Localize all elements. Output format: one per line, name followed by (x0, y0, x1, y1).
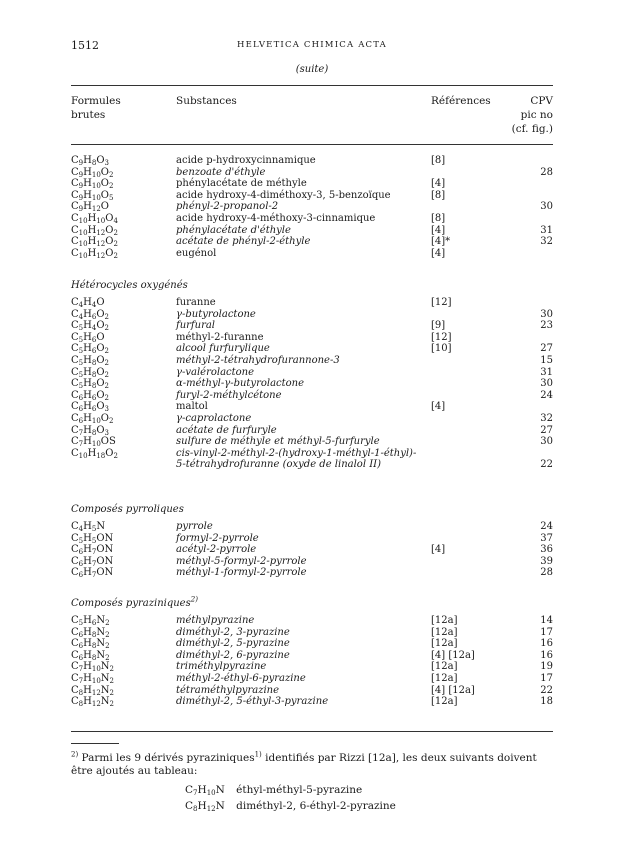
reference-cell: [9] (431, 320, 446, 332)
table-row (0, 533, 624, 545)
table-row (0, 367, 624, 379)
substance-cell: α-méthyl-γ-butyrolactone (176, 378, 305, 390)
cpv-peak-cell: 24 (540, 521, 553, 532)
substance-cell: acide p-hydroxycinnamique (176, 155, 316, 166)
table-row (0, 413, 624, 425)
footnote (71, 752, 555, 778)
cpv-peak-cell: 27 (540, 424, 553, 436)
journal-title: HELVETICA CHIMICA ACTA (236, 40, 388, 50)
formula-cell: $C_8H_{12}N_2$ (71, 684, 114, 697)
reference-cell: [4] [12a] (431, 684, 475, 696)
page-number: 1512 (71, 39, 99, 52)
header-substance: Substances (176, 95, 237, 107)
cpv-peak-cell: 24 (540, 389, 553, 401)
cpv-peak-cell: 32 (540, 413, 553, 424)
substance-cell: maltol (176, 401, 208, 413)
substance-cell: benzoate d'éthyle (176, 166, 266, 178)
reference-cell: [12a] (431, 615, 458, 626)
substance-cell: alcool furfurylique (176, 343, 270, 355)
formula-cell: $C_7H_8O_3$ (71, 424, 109, 437)
formula-cell: $C_9H_{12}O$ (71, 201, 109, 214)
formula-cell: $C_5H_8O_2$ (71, 355, 109, 367)
substance-cell: γ-butyrolactone (176, 308, 256, 320)
substance-cell: furanne (176, 297, 216, 308)
cpv-peak-cell: 17 (540, 626, 553, 638)
table-row (0, 627, 624, 639)
header-bottom-rule (71, 144, 553, 145)
reference-cell: [4] (431, 401, 446, 413)
substance-cell: γ-caprolactone (176, 413, 252, 424)
cpv-peak-cell: 28 (540, 567, 553, 579)
substance-cell: γ-valérolactone (176, 366, 255, 378)
reference-cell: [4] (431, 247, 446, 259)
table-row (0, 390, 624, 402)
table-row (0, 556, 624, 568)
substance-cell: diméthyl-2, 5-éthyl-3-pyrazine (176, 696, 329, 708)
reference-cell: [12a] (431, 696, 458, 708)
cpv-peak-cell: 22 (540, 684, 553, 696)
substance-cell: triméthylpyrazine (176, 661, 267, 673)
cpv-peak-cell: 39 (540, 555, 553, 567)
section-title (71, 504, 184, 515)
substance-cell: 5-tétrahydrofuranne (oxyde de linalol II) (176, 459, 381, 471)
cpv-peak-cell: 31 (540, 224, 553, 236)
substance-cell: sulfure de méthyle et méthyl-5-furfuryle (176, 436, 380, 448)
table-row (0, 213, 624, 225)
cpv-peak-cell: 15 (540, 355, 553, 366)
cpv-peak-cell: 23 (540, 320, 553, 332)
table-row (0, 436, 624, 448)
table-row (0, 567, 624, 579)
section-title-text: Hétérocycles oxygénés (71, 280, 188, 291)
table-row (0, 201, 624, 213)
header-cpv-line1: CPV (530, 95, 553, 107)
cpv-peak-cell: 27 (540, 343, 553, 355)
table-row (0, 332, 624, 344)
table-row (0, 190, 624, 202)
table-row (0, 544, 624, 556)
table-row (0, 320, 624, 332)
formula-cell: $C_7H_{10}N_2$ (71, 661, 114, 674)
formula-cell: $C_6H_8N_2$ (71, 626, 110, 639)
table-bottom-rule (71, 731, 553, 732)
footnote-text-a: Parmi les 9 dérivés pyraziniques (81, 752, 255, 764)
reference-cell: [4] (431, 544, 446, 556)
reference-cell: [4] (431, 224, 446, 236)
formula-cell: $C_5H_8O_2$ (71, 366, 109, 379)
footnote-extra-formula: $C_8H_{12}N$ (185, 800, 225, 813)
header-references: Références (431, 95, 491, 107)
footnote-rule (71, 743, 119, 744)
substance-cell: tétraméthylpyrazine (176, 684, 280, 696)
substance-cell: eugénol (176, 247, 217, 259)
formula-cell: $C_5H_8O_2$ (71, 378, 109, 391)
table-row (0, 297, 624, 309)
substance-cell: phénylacétate d'éthyle (176, 224, 291, 236)
footnote-text-b: identifiés par Rizzi [12a], les deux suivants doivent être ajoutés au tableau: (71, 752, 537, 777)
substance-cell: méthyl-2-éthyl-6-pyrazine (176, 673, 306, 684)
substance-cell: phényl-2-propanol-2 (176, 201, 279, 213)
formula-cell: $C_6H_8N_2$ (71, 649, 110, 662)
table-row (0, 167, 624, 179)
table-continuation-label: (suite) (295, 64, 329, 75)
formula-cell: $C_6H_8N_2$ (71, 638, 110, 651)
substance-cell: méthyl-2-furanne (176, 331, 264, 343)
substance-cell: méthylpyrazine (176, 615, 255, 626)
formula-cell: $C_5H_4O_2$ (71, 320, 109, 333)
footnote-extra-formula: $C_7H_{10}N$ (185, 784, 225, 797)
formula-cell: $C_4H_5N$ (71, 521, 106, 533)
substance-cell: diméthyl-2, 3-pyrazine (176, 626, 290, 638)
table-row (0, 521, 624, 533)
table-row (0, 343, 624, 355)
table-row (0, 696, 624, 708)
cpv-peak-cell: 17 (540, 673, 553, 684)
cpv-peak-cell: 31 (540, 366, 553, 378)
reference-cell: [12a] (431, 626, 458, 638)
table-row (0, 615, 624, 627)
formula-cell: $C_9H_{10}O_2$ (71, 166, 114, 179)
reference-cell: [12a] (431, 673, 458, 684)
cpv-peak-cell: 16 (540, 638, 553, 650)
formula-cell: $C_6H_6O_3$ (71, 401, 109, 414)
formula-cell: $C_9H_{10}O_2$ (71, 178, 114, 191)
table-row (0, 225, 624, 237)
table-row (0, 448, 624, 460)
formula-cell: $C_8H_{12}N_2$ (71, 696, 114, 709)
header-cpv (512, 94, 553, 136)
footnote-inner-ref: 1) (254, 750, 262, 759)
substance-cell: diméthyl-2, 6-pyrazine (176, 649, 290, 661)
formula-cell: $C_{10}H_{12}O_2$ (71, 236, 118, 249)
reference-cell: [8] (431, 213, 446, 224)
table-row (0, 248, 624, 260)
table-row (0, 661, 624, 673)
formula-cell: $C_{10}H_{12}O_2$ (71, 224, 118, 237)
footnote-extra-1 (185, 784, 362, 796)
footnote-extra-name: éthyl-méthyl-5-pyrazine (236, 784, 363, 796)
section-title (71, 595, 198, 609)
cpv-peak-cell: 30 (540, 378, 553, 390)
table-row (0, 178, 624, 190)
cpv-peak-cell: 19 (540, 661, 553, 673)
section-title-text: Composés pyraziniques (71, 598, 191, 609)
reference-cell: [10] (431, 343, 452, 355)
substance-cell: acide hydroxy-4-diméthoxy-3, 5-benzoïque (176, 189, 391, 201)
formula-cell: $C_9H_{10}O_5$ (71, 189, 114, 202)
table-row (0, 650, 624, 662)
table-row (0, 425, 624, 437)
table-top-rule (71, 85, 553, 86)
substance-cell: furyl-2-méthylcétone (176, 389, 282, 401)
table-row (0, 401, 624, 413)
formula-cell: $C_{10}H_{12}O_2$ (71, 247, 118, 260)
footnote-extra-2 (185, 800, 396, 812)
header-cpv-line2: pic no (520, 109, 553, 121)
formula-cell: $C_7H_{10}OS$ (71, 436, 116, 449)
substance-cell: acétate de furfuryle (176, 424, 277, 436)
table-row (0, 355, 624, 367)
substance-cell: méthyl-1-formyl-2-pyrrole (176, 567, 307, 579)
table-row (0, 155, 624, 167)
substance-cell: furfural (176, 320, 216, 332)
formula-cell: $C_5H_6O_2$ (71, 343, 109, 356)
cpv-peak-cell: 28 (540, 166, 553, 178)
table-row (0, 309, 624, 321)
formula-cell: $C_5H_6O$ (71, 331, 105, 344)
reference-cell: [8] (431, 189, 446, 201)
substance-cell: acétyl-2-pyrrole (176, 544, 257, 556)
table-row (0, 236, 624, 248)
formula-cell: $C_7H_{10}N_2$ (71, 673, 114, 685)
reference-cell: [4] (431, 178, 446, 190)
cpv-peak-cell: 14 (540, 615, 553, 626)
formula-cell: $C_5H_5ON$ (71, 532, 114, 545)
reference-cell: [4] [12a] (431, 649, 475, 661)
substance-cell: acétate de phényl-2-éthyle (176, 236, 311, 248)
table-row (0, 673, 624, 685)
reference-cell: [12] (431, 331, 452, 343)
formula-cell: $C_6H_7ON$ (71, 567, 114, 580)
cpv-peak-cell: 30 (540, 201, 553, 213)
cpv-peak-cell: 22 (540, 459, 553, 471)
formula-cell: $C_{10}H_{10}O_4$ (71, 213, 118, 225)
reference-cell: [12a] (431, 638, 458, 650)
table-row (0, 459, 624, 471)
formula-cell: $C_9H_8O_3$ (71, 155, 109, 167)
substance-cell: pyrrole (176, 521, 213, 532)
section-title-footnote-ref: 2) (190, 595, 198, 604)
formula-cell: $C_{10}H_{18}O_2$ (71, 447, 118, 460)
substance-cell: formyl-2-pyrrole (176, 532, 259, 544)
formula-cell: $C_4H_4O$ (71, 297, 105, 309)
cpv-peak-cell: 30 (540, 436, 553, 448)
reference-cell: [12] (431, 297, 452, 308)
formula-cell: $C_6H_7ON$ (71, 544, 114, 557)
cpv-peak-cell: 16 (540, 649, 553, 661)
cpv-peak-cell: 30 (540, 308, 553, 320)
cpv-peak-cell: 37 (540, 532, 553, 544)
substance-cell: acide hydroxy-4-méthoxy-3-cinnamique (176, 213, 376, 224)
substance-cell: méthyl-5-formyl-2-pyrrole (176, 555, 307, 567)
cpv-peak-cell: 32 (540, 236, 553, 248)
reference-cell: [4]* (431, 236, 451, 248)
substance-cell: phénylacétate de méthyle (176, 178, 307, 190)
substance-cell: méthyl-2-tétrahydrofurannone-3 (176, 355, 340, 366)
formula-cell: $C_6H_{10}O_2$ (71, 413, 114, 425)
header-cpv-line3: (cf. fig.) (511, 123, 553, 135)
footnote-extra-name: diméthyl-2, 6-éthyl-2-pyrazine (236, 800, 396, 812)
table-row (0, 638, 624, 650)
formula-cell: $C_6H_6O_2$ (71, 389, 109, 402)
formula-cell: $C_4H_6O_2$ (71, 308, 109, 321)
formula-cell: $C_6H_7ON$ (71, 555, 114, 568)
cpv-peak-cell: 18 (540, 696, 553, 708)
table-row (0, 378, 624, 390)
footnote-marker: 2) (71, 750, 79, 759)
formula-cell: $C_5H_6N_2$ (71, 615, 110, 627)
substance-cell: diméthyl-2, 5-pyrazine (176, 638, 290, 650)
reference-cell: [8] (431, 155, 446, 166)
reference-cell: [12a] (431, 661, 458, 673)
substance-cell: cis-vinyl-2-méthyl-2-(hydroxy-1-méthyl-1-éthyl)- (176, 447, 417, 459)
section-title (71, 280, 188, 291)
header-formula: Formules brutes (71, 95, 121, 121)
section-title-text: Composés pyrroliques (71, 504, 184, 515)
cpv-peak-cell: 36 (540, 544, 553, 556)
table-row (0, 685, 624, 697)
